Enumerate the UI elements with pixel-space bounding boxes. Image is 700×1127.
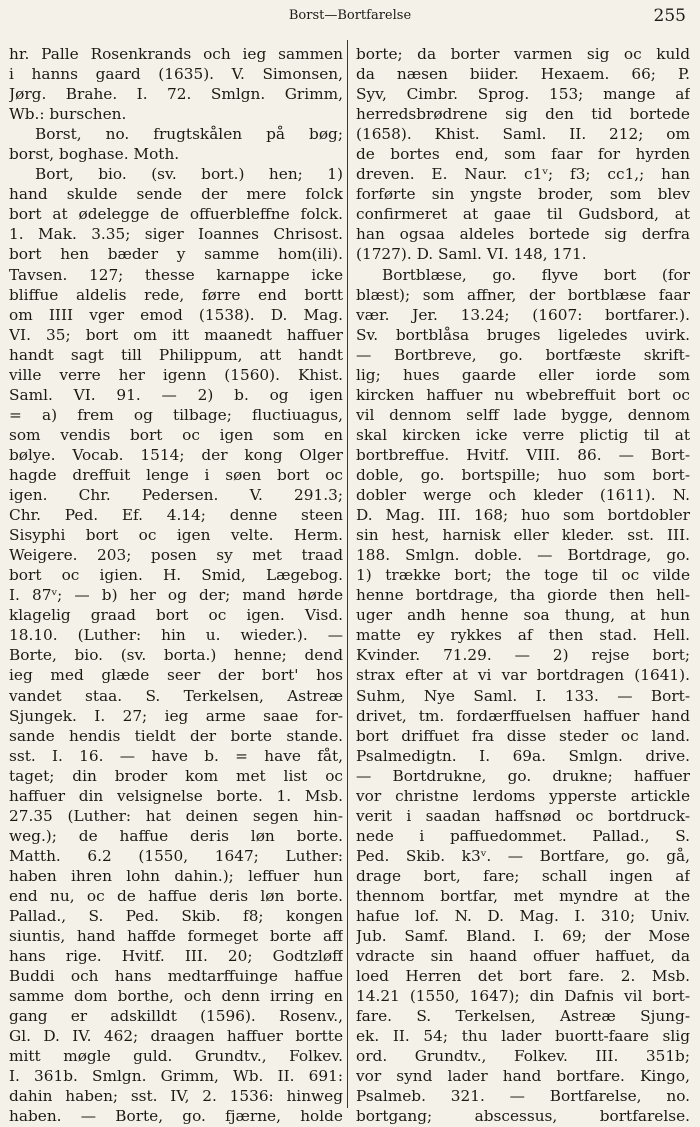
left-column bbox=[9, 44, 343, 1127]
text-line: Saml. VI. 91. — 2) b. og igen bbox=[9, 385, 343, 404]
text-line: Matth. 6.2 (1550, 1647; Luther: bbox=[9, 846, 343, 865]
text-line: Gl. D. IV. 462; draagen haffuer bortte bbox=[9, 1027, 343, 1046]
running-head bbox=[0, 6, 700, 28]
text-line: doble, go. bortspille; huo som bort- bbox=[356, 465, 690, 484]
text-line: klagelig graad bort oc igen. Visd. bbox=[9, 606, 343, 625]
text-line: ville verre her igenn (1560). Khist. bbox=[9, 365, 343, 384]
text-line: Psalmeb. 321. — Bortfarelse, no. bbox=[356, 1087, 690, 1106]
text-line: gang er adskilldt (1596). Rosenv., bbox=[9, 1007, 343, 1026]
text-line: verit i saadan haffsnød oc bortdruck- bbox=[356, 806, 690, 825]
text-line: forførte sin yngste broder, som blev bbox=[356, 185, 690, 204]
text-line: Pallad., S. Ped. Skib. f8; kongen bbox=[9, 907, 343, 926]
text-line: Jørg. Brahe. I. 72. Smlgn. Grimm, bbox=[9, 85, 343, 104]
text-line: bort oc igien. H. Smid, Lægebog. bbox=[9, 566, 343, 585]
text-line: hafue lof. N. D. Mag. I. 310; Univ. bbox=[356, 907, 690, 926]
text-line: blæst); som affner, der bortblæse faar bbox=[356, 285, 690, 304]
text-line: bort hen bæder y samme hom(ili). bbox=[9, 245, 343, 264]
text-line: som vendis bort oc igen som en bbox=[9, 425, 343, 444]
text-line: Chr. Ped. Ef. 4.14; denne steen bbox=[9, 506, 343, 525]
text-line: handt sagt till Philippum, att handt bbox=[9, 345, 343, 364]
text-line: end nu, oc de haffue deris løn borte. bbox=[9, 886, 343, 905]
text-line: 27.35 (Luther: hat deinen segen hin- bbox=[9, 806, 343, 825]
text-line: I. 361b. Smlgn. Grimm, Wb. II. 691: bbox=[9, 1067, 343, 1086]
text-line: lig; hues gaarde eller iorde som bbox=[356, 365, 690, 384]
text-line: sin hest, harnisk eller kleder. sst. III. bbox=[356, 526, 690, 545]
text-line: de bortes end, som faar for hyrden bbox=[356, 145, 690, 164]
text-line: Borst, no. frugtskålen på bøg; bbox=[35, 125, 343, 144]
text-line: — Bortdrukne, go. drukne; haffuer bbox=[356, 766, 690, 785]
text-line: Buddi och hans medtarffuinge haffue bbox=[9, 967, 343, 986]
text-line: Syv, Cimbr. Sprog. 153; mange af bbox=[356, 85, 690, 104]
right-column bbox=[356, 44, 690, 1127]
text-line: da næsen biider. Hexaem. 66; P. bbox=[356, 65, 690, 84]
text-line: haben. — Borte, go. fjærne, holde bbox=[9, 1107, 343, 1126]
text-line: mitt møgle guld. Grundtv., Folkev. bbox=[9, 1047, 343, 1066]
text-line: dahin haben; sst. IV, 2. 1536: hinweg bbox=[9, 1087, 343, 1106]
text-line: Bortblæse, go. flyve bort (for bbox=[382, 265, 690, 284]
text-line: weg.); de haffue deris løn borte. bbox=[9, 826, 343, 845]
text-line: Ped. Skib. k3ᵛ. — Bortfare, go. gå, bbox=[356, 846, 690, 865]
text-line: borst, boghase. Moth. bbox=[9, 145, 180, 164]
text-line: ieg med glæde seer der bort' hos bbox=[9, 666, 343, 685]
text-line: vor synd lader hand bortfare. Kingo, bbox=[356, 1067, 690, 1086]
text-line: D. Mag. III. 168; huo som bortdobler bbox=[356, 506, 690, 525]
text-line: 188. Smlgn. doble. — Bortdrage, go. bbox=[356, 546, 690, 565]
text-line: bølye. Vocab. 1514; der kong Olger bbox=[9, 445, 343, 464]
text-line: fare. S. Terkelsen, Astreæ Sjung- bbox=[356, 1007, 690, 1026]
text-line: uger andh henne soa thung, at hun bbox=[356, 606, 690, 625]
text-line: vil dennom selff lade bygge, dennom bbox=[356, 405, 690, 424]
text-line: 18.10. (Luther: hin u. wieder.). — bbox=[9, 626, 343, 645]
text-line: kircken haffuer nu wbebreffuit bort oc bbox=[356, 385, 690, 404]
text-line: Borte, bio. (sv. borta.) henne; dend bbox=[9, 646, 343, 665]
text-line: taget; din broder kom met list oc bbox=[9, 766, 343, 785]
text-line: skal kircken icke verre plictig til at bbox=[356, 425, 690, 444]
text-line: hans rige. Hvitf. III. 20; Godtzløff bbox=[9, 947, 343, 966]
page-number: 255 bbox=[653, 6, 686, 26]
text-line: bliffue aldelis rede, førre end bortt bbox=[9, 285, 343, 304]
text-line: ord. Grundtv., Folkev. III. 351b; bbox=[356, 1047, 690, 1066]
text-line: vandet staa. S. Terkelsen, Astreæ bbox=[9, 686, 343, 705]
text-line: confirmeret at gaae til Gudsbord, at bbox=[356, 205, 690, 224]
text-line: henne bortdrage, tha giorde then hell- bbox=[356, 586, 690, 605]
text-line: han ogsaa aldeles bortede sig derfra bbox=[356, 225, 690, 244]
text-line: drivet, tm. fordærffuelsen haffuer hand bbox=[356, 706, 690, 725]
text-line: matte ey rykkes af then stad. Hell. bbox=[356, 626, 690, 645]
text-line: igen. Chr. Pedersen. V. 291.3; bbox=[9, 486, 343, 505]
text-line: Bort, bio. (sv. bort.) hen; 1) bbox=[35, 165, 343, 184]
text-line: dreven. E. Naur. c1ᵛ; f3; cc1,; han bbox=[356, 165, 690, 184]
text-line: Sv. bortblåsa bruges ligeledes uvirk. bbox=[356, 325, 690, 344]
text-line: i hanns gaard (1635). V. Simonsen, bbox=[9, 65, 343, 84]
text-line: vor christne lerdoms ypperste artickle bbox=[356, 786, 690, 805]
text-line: ek. II. 54; thu lader buortt-faare slig bbox=[356, 1027, 690, 1046]
text-line: sst. I. 16. — have b. = have fåt, bbox=[9, 746, 343, 765]
text-line: 14.21 (1550, 1647); din Dafnis vil bort- bbox=[356, 987, 690, 1006]
text-line: — Bortbreve, go. bortfæste skrift- bbox=[356, 345, 690, 364]
text-line: (1658). Khist. Saml. II. 212; om bbox=[356, 125, 690, 144]
text-line: (1727). D. Saml. VI. 148, 171. bbox=[356, 245, 587, 264]
text-line: VI. 35; bort om itt maanedt haffuer bbox=[9, 325, 343, 344]
text-line: bortbreffue. Hvitf. VIII. 86. — Bort- bbox=[356, 445, 690, 464]
text-line: Kvinder. 71.29. — 2) rejse bort; bbox=[356, 646, 690, 665]
text-line: bort at ødelegge de offuerbleffne folck. bbox=[9, 205, 343, 224]
text-line: vdracte sin haand offuer haffuet, da bbox=[356, 947, 690, 966]
text-line: bort driffuet fra disse steder oc land. bbox=[356, 726, 690, 745]
text-line: hand skulde sende der mere folck bbox=[9, 185, 343, 204]
text-line: samme dom borthe, och denn irring en bbox=[9, 987, 343, 1006]
column-divider bbox=[347, 40, 348, 1108]
text-line: Wb.: burschen. bbox=[9, 105, 127, 124]
text-line: loed Herren det bort fare. 2. Msb. bbox=[356, 967, 690, 986]
text-line: Weigere. 203; posen sy met traad bbox=[9, 546, 343, 565]
text-line: dobler werge och kleder (1611). N. bbox=[356, 486, 690, 505]
text-line: Sjungek. I. 27; ieg arme saae for- bbox=[9, 706, 343, 725]
text-line: Suhm, Nye Saml. I. 133. — Bort- bbox=[356, 686, 690, 705]
text-line: haben ihren lohn dahin.); leffuer hun bbox=[9, 866, 343, 885]
text-line: Psalmedigtn. I. 69a. Smlgn. drive. bbox=[356, 746, 690, 765]
text-line: 1) trække bort; the toge til oc vilde bbox=[356, 566, 690, 585]
text-line: vær. Jer. 13.24; (1607: bortfarer.). bbox=[356, 305, 690, 324]
text-line: siuntis, hand haffde formeget borte aff bbox=[9, 927, 343, 946]
text-line: nede i paffuedommet. Pallad., S. bbox=[356, 826, 690, 845]
text-line: I. 87ᵛ; — b) her og der; mand hørde bbox=[9, 586, 343, 605]
text-line: herredsbrødrene sig den tid bortede bbox=[356, 105, 690, 124]
running-head-title: Borst—Bortfarelse bbox=[288, 8, 412, 23]
text-line: sande hendis tieldt der borte stande. bbox=[9, 726, 343, 745]
text-line: = a) frem og tilbage; fluctiuagus, bbox=[9, 405, 343, 424]
text-line: hagde dreffuit lenge i søen bort oc bbox=[9, 465, 343, 484]
text-line: thennom bortfar, met myndre at the bbox=[356, 886, 690, 905]
text-line: Jub. Samf. Bland. I. 69; der Mose bbox=[356, 927, 690, 946]
text-line: om IIII vger emod (1538). D. Mag. bbox=[9, 305, 343, 324]
text-line: 1. Mak. 3.35; siger Ioannes Chrisost. bbox=[9, 225, 343, 244]
text-line: bortgang; abscessus, bortfarelse. bbox=[356, 1107, 690, 1126]
text-line: borte; da borter varmen sig oc kuld bbox=[356, 45, 690, 63]
text-line: Sisyphi bort oc igen velte. Herm. bbox=[9, 526, 343, 545]
text-line: hr. Palle Rosenkrands och ieg sammen bbox=[9, 45, 343, 63]
text-line: strax efter at vi var bortdragen (1641). bbox=[356, 666, 690, 685]
text-line: drage bort, fare; schall ingen af bbox=[356, 866, 690, 885]
text-line: Tavsen. 127; thesse karnappe icke bbox=[9, 265, 343, 284]
text-line: haffuer din velsignelse borte. 1. Msb. bbox=[9, 786, 343, 805]
